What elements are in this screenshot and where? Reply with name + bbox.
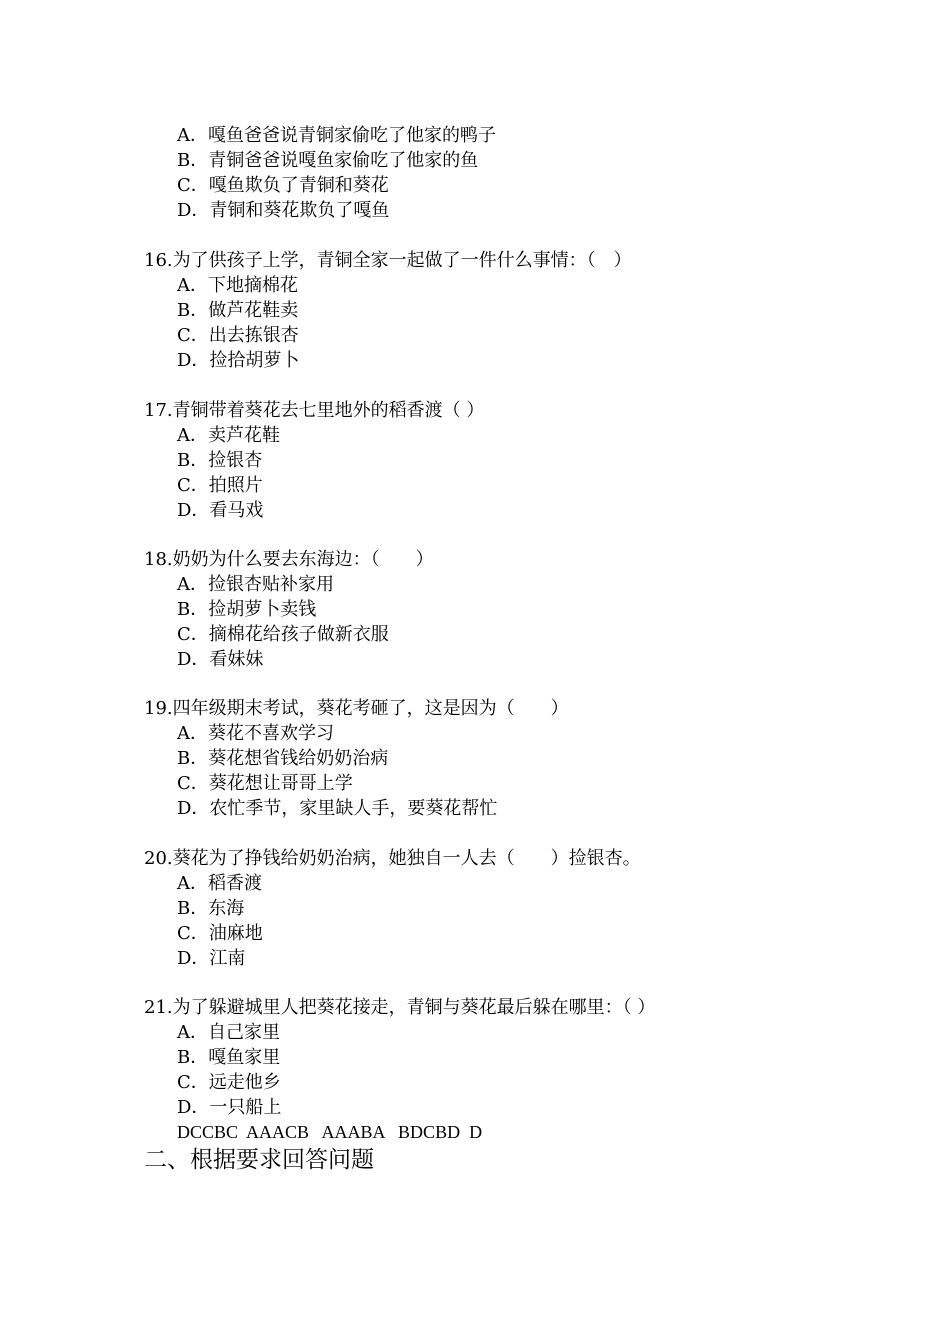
question-text: 16.为了供孩子上学，青铜全家一起做了一件什么事情：（ ） [144, 250, 632, 271]
option-a: A．卖芦花鞋 [177, 425, 280, 446]
option-d: D．看妹妹 [177, 649, 264, 670]
question-16 [144, 248, 864, 373]
answer-key: DCCBC AAACB AAABA BDCBD D [177, 1122, 483, 1142]
option-b: B．嘎鱼家里 [177, 1047, 281, 1068]
question-17 [144, 398, 864, 523]
option-d: D．看马戏 [177, 500, 264, 521]
option-b: B．东海 [177, 898, 245, 919]
option-c: C．摘棉花给孩子做新衣服 [177, 624, 389, 645]
option-b: B．青铜爸爸说嘎鱼家偷吃了他家的鱼 [177, 150, 479, 171]
option-a: A．嘎鱼爸爸说青铜家偷吃了他家的鸭子 [177, 125, 496, 146]
option-c: C．葵花想让哥哥上学 [177, 773, 353, 794]
option-a: A．自己家里 [177, 1022, 280, 1043]
question-20 [144, 846, 864, 971]
option-d: D．一只船上 [177, 1097, 282, 1118]
question-text: 21.为了躲避城里人把葵花接走，青铜与葵花最后躲在哪里：（ ） [144, 997, 656, 1018]
option-c: C．出去拣银杏 [177, 325, 299, 346]
option-a: A．稻香渡 [177, 873, 262, 894]
option-a: A．捡银杏贴补家用 [177, 574, 334, 595]
question-19 [144, 696, 864, 821]
question-18 [144, 547, 864, 672]
option-c: C．拍照片 [177, 475, 263, 496]
question-text: 19.四年级期末考试，葵花考砸了，这是因为（ ） [144, 698, 569, 719]
question-text: 20.葵花为了挣钱给奶奶治病，她独自一人去（ ）捡银杏。 [144, 848, 641, 869]
option-c: C．嘎鱼欺负了青铜和葵花 [177, 175, 389, 196]
question-15 [144, 123, 864, 223]
option-b: B．葵花想省钱给奶奶治病 [177, 748, 389, 769]
question-21 [144, 995, 864, 1175]
option-d: D．农忙季节，家里缺人手，要葵花帮忙 [177, 798, 498, 819]
option-c: C．远走他乡 [177, 1072, 281, 1093]
question-text: 17.青铜带着葵花去七里地外的稻香渡（ ） [144, 400, 485, 421]
option-d: D．捡拾胡萝卜 [177, 350, 300, 371]
question-text: 18.奶奶为什么要去东海边：（ ） [144, 549, 434, 570]
option-c: C．油麻地 [177, 923, 263, 944]
option-b: B．捡胡萝卜卖钱 [177, 599, 317, 620]
option-d: D．江南 [177, 948, 246, 969]
option-d: D．青铜和葵花欺负了嘎鱼 [177, 200, 390, 221]
option-a: A．葵花不喜欢学习 [177, 723, 334, 744]
option-a: A．下地摘棉花 [177, 275, 298, 296]
option-b: B．做芦花鞋卖 [177, 300, 299, 321]
section-heading: 二、根据要求回答问题 [144, 1147, 374, 1173]
option-b: B．捡银杏 [177, 450, 263, 471]
